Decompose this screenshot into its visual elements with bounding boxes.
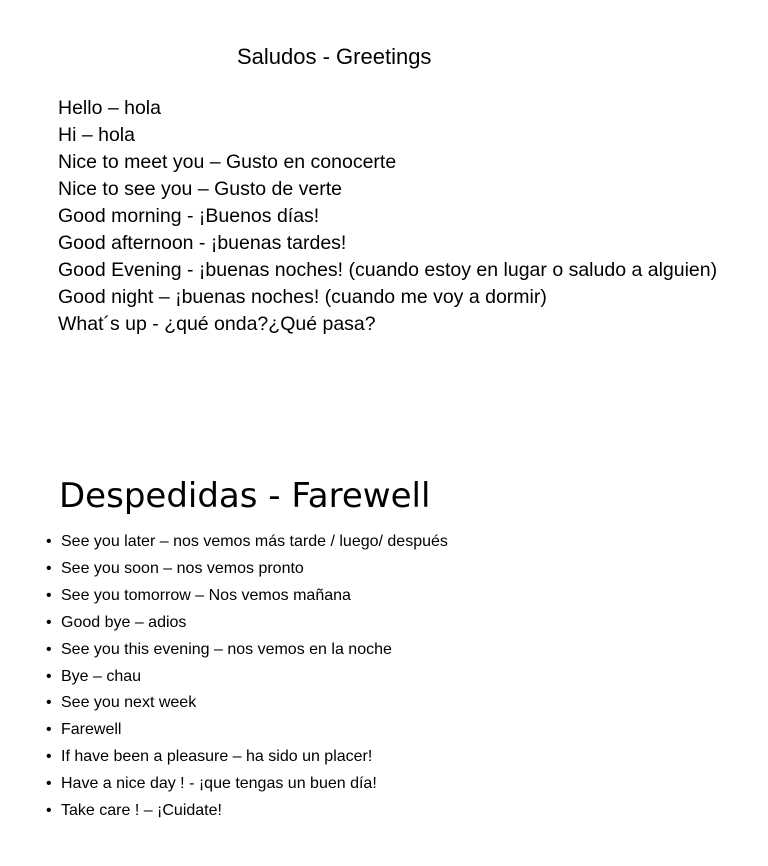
farewell-text: If have been a pleasure – ha sido un placer! <box>61 748 373 766</box>
greeting-item: Hello – hola <box>58 97 161 119</box>
farewell-text: See you soon – nos vemos pronto <box>61 559 304 577</box>
page-title: Saludos - Greetings <box>237 44 432 69</box>
greeting-item: Good Evening - ¡buenas noches! (cuando estoy en lugar o saludo a alguien) <box>58 259 718 281</box>
farewell-item <box>46 637 448 664</box>
farewell-list <box>46 529 448 825</box>
bullet-icon: • <box>46 802 52 820</box>
bullet-icon: • <box>46 748 52 766</box>
bullet-icon: • <box>46 667 52 685</box>
farewell-text: Take care ! – ¡Cuidate! <box>61 802 222 820</box>
farewell-item <box>46 529 448 556</box>
farewell-text: See you next week <box>61 694 197 712</box>
bullet-icon: • <box>46 613 52 631</box>
farewell-item <box>46 744 448 771</box>
farewell-item <box>46 798 448 825</box>
farewell-text: Have a nice day ! - ¡que tengas un buen día! <box>61 775 377 793</box>
bullet-icon: • <box>46 694 52 712</box>
farewell-text: Bye – chau <box>61 667 142 685</box>
farewell-item <box>46 664 448 691</box>
bullet-icon: • <box>46 775 52 793</box>
bullet-icon: • <box>46 721 52 739</box>
bullet-icon: • <box>46 640 52 658</box>
greeting-item: Good afternoon - ¡buenas tardes! <box>58 232 347 254</box>
farewell-text: See you later – nos vemos más tarde / luego/ después <box>61 533 448 550</box>
farewell-item <box>46 717 448 744</box>
greeting-item: Hi – hola <box>58 124 135 146</box>
farewell-heading: Despedidas - Farewell <box>59 476 431 516</box>
farewell-text: See you this evening – nos vemos en la noche <box>61 640 392 658</box>
greeting-item: Nice to meet you – Gusto en conocerte <box>58 151 397 173</box>
greeting-item: Good morning - ¡Buenos días! <box>58 205 320 227</box>
greeting-item: Good night – ¡buenas noches! (cuando me voy a dormir) <box>58 286 547 308</box>
bullet-icon: • <box>46 559 52 577</box>
greeting-item: Nice to see you – Gusto de verte <box>58 178 342 200</box>
farewell-item <box>46 583 448 610</box>
bullet-icon: • <box>46 586 52 604</box>
farewell-text: See you tomorrow – Nos vemos mañana <box>61 586 351 604</box>
greeting-item: What´s up - ¿qué onda?¿Qué pasa? <box>58 313 376 335</box>
bullet-icon: • <box>46 533 52 550</box>
farewell-text: Good bye – adios <box>61 613 187 631</box>
greetings-list <box>58 95 717 338</box>
farewell-text: Farewell <box>61 721 122 739</box>
farewell-item <box>46 556 448 583</box>
farewell-item <box>46 610 448 637</box>
farewell-item <box>46 771 448 798</box>
farewell-item <box>46 690 448 717</box>
